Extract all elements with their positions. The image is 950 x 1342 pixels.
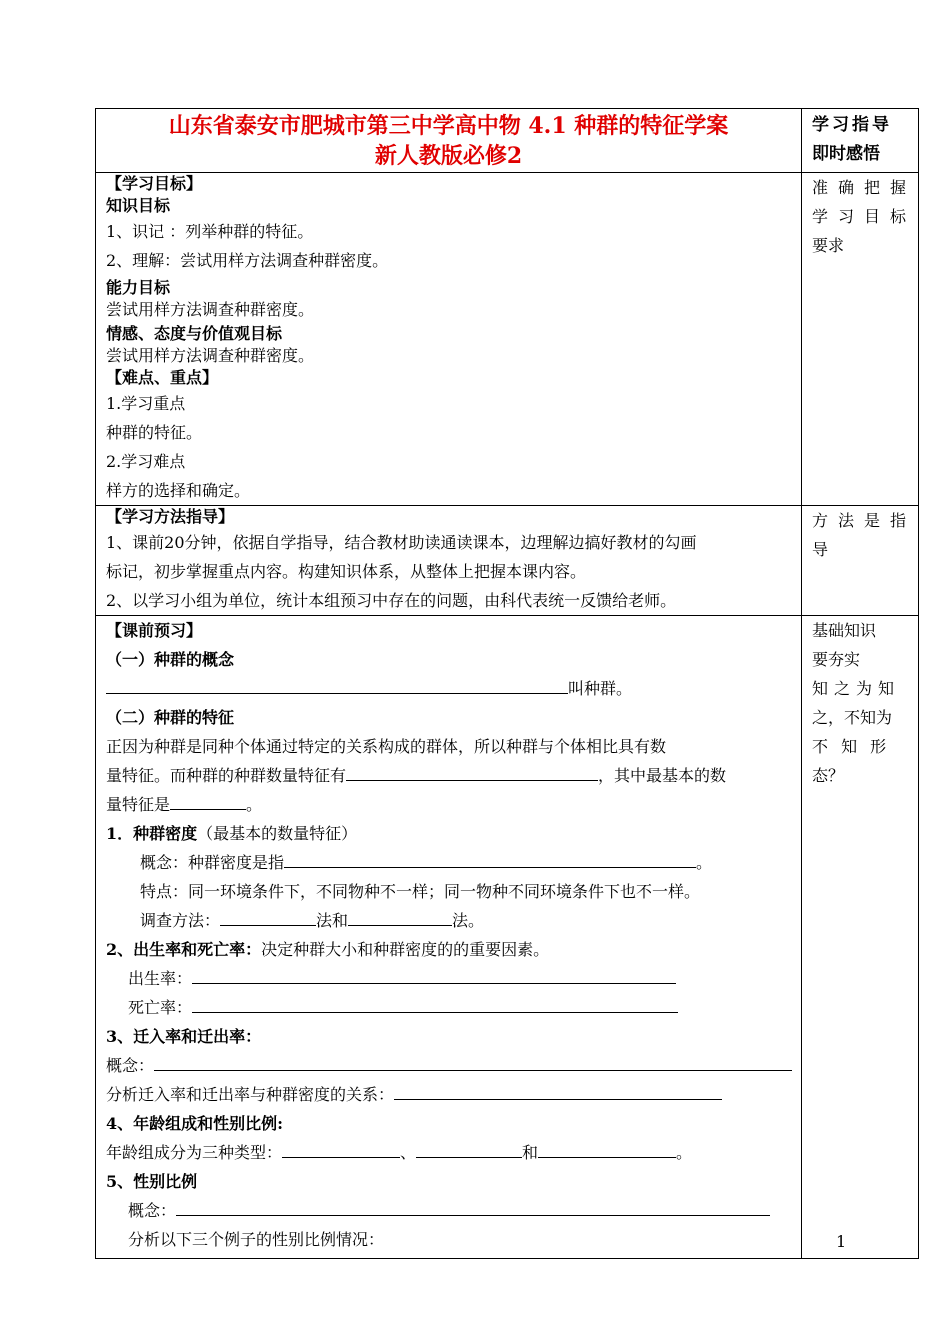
preview-side-2: 要夯实 <box>812 650 861 669</box>
preview-heading: 【课前预习】 <box>106 621 203 640</box>
features-line-2 <box>106 761 793 790</box>
objectives-row <box>96 173 919 506</box>
density-concept-blank[interactable] <box>284 851 696 868</box>
death-rate-line <box>106 993 793 1022</box>
method-item-1b: 标记，初步掌握重点内容。构建知识体系，从整体上把握本课内容。 <box>106 562 587 581</box>
objectives-cell <box>96 173 802 506</box>
age-title: 4、年龄组成和性别比例: <box>106 1114 284 1133</box>
preview-row <box>96 616 919 1259</box>
method-side-cell <box>802 506 919 616</box>
death-rate-blank[interactable] <box>192 996 678 1013</box>
side-header-line-2: 即时感悟 <box>812 144 880 164</box>
objectives-side-1: 准确把握 <box>812 178 917 197</box>
features-line-3a: 量特征是 <box>106 795 171 814</box>
header-row <box>96 109 919 173</box>
sex-concept-label: 概念： <box>128 1201 177 1220</box>
method-item-2: 2、以学习小组为单位，统计本组预习中存在的问题，由科代表统一反馈给老师。 <box>106 591 677 610</box>
birth-death-heading <box>106 935 793 964</box>
difficulty-item-2-text: 样方的选择和确定。 <box>106 481 251 500</box>
birth-rate-blank[interactable] <box>192 967 676 984</box>
method-heading: 【学习方法指导】 <box>106 507 235 526</box>
age-type-blank-1[interactable] <box>282 1141 400 1158</box>
features-line-2a: 量特征。而种群的种群数量特征有 <box>106 766 347 785</box>
migration-title: 3、迁入率和迁出率： <box>106 1027 262 1046</box>
age-type-blank-2[interactable] <box>416 1141 522 1158</box>
survey-end: 法。 <box>452 911 485 930</box>
concept-blank[interactable] <box>106 677 568 694</box>
difficulty-item-2: 2.学习难点 <box>106 452 186 471</box>
migration-concept-line <box>106 1051 793 1080</box>
sex-concept-blank[interactable] <box>176 1199 770 1216</box>
survey-blank-1[interactable] <box>220 909 316 926</box>
preview-cell <box>96 616 802 1259</box>
features-line-3 <box>106 790 793 819</box>
objectives-side-cell <box>802 173 919 506</box>
sex-analysis-line: 分析以下三个例子的性别比例情况： <box>128 1230 385 1249</box>
density-feature-line: 特点：同一环境条件下，不同物种不一样；同一物种不同环境条件下也不一样。 <box>140 882 701 901</box>
features-line-3b: 。 <box>246 795 263 814</box>
preview-side-4: 之，不知为 <box>812 708 893 727</box>
survey-blank-2[interactable] <box>348 909 452 926</box>
sex-concept-line <box>106 1196 793 1225</box>
objectives-side-3: 要求 <box>812 236 845 255</box>
method-cell <box>96 506 802 616</box>
title-line-1: 山东省泰安市肥城市第三中学高中物 4.1 种群的特征学案 <box>168 113 729 139</box>
objectives-side-2: 学习目标 <box>812 207 917 226</box>
birth-death-title: 2、出生率和死亡率： <box>106 940 262 959</box>
quantity-features-blank[interactable] <box>346 764 598 781</box>
preview-side-cell <box>802 616 919 1259</box>
document-title <box>96 109 801 172</box>
knowledge-item-1: 1、识记 ：列举种群的特征。 <box>106 222 314 241</box>
preview-side-3: 知之为知 <box>812 679 901 698</box>
ability-text: 尝试用样方法调查种群密度。 <box>106 300 315 319</box>
age-end: 。 <box>676 1143 693 1162</box>
preview-side-5: 不 知 形 <box>812 737 891 756</box>
features-line-1: 正因为种群是同种个体通过特定的关系构成的群体，所以种群与个体相比具有数 <box>106 737 667 756</box>
concept-title: （一）种群的概念 <box>106 650 235 669</box>
difficulty-heading: 【难点、重点】 <box>106 368 219 387</box>
age-and: 和 <box>522 1143 539 1162</box>
death-rate-label: 死亡率： <box>128 998 193 1017</box>
method-row <box>96 506 919 616</box>
features-line-2b: ，其中最基本的数 <box>598 766 727 785</box>
difficulty-item-1: 1.学习重点 <box>106 394 186 413</box>
survey-label: 调查方法： <box>140 911 221 930</box>
survey-and: 法和 <box>316 911 349 930</box>
density-concept-line <box>106 848 793 877</box>
method-side-1: 方法是指 <box>812 511 917 530</box>
migration-analysis-blank[interactable] <box>394 1083 722 1100</box>
method-side-2: 导 <box>812 540 829 559</box>
density-concept-end: 。 <box>696 853 713 872</box>
survey-method-line <box>106 906 793 935</box>
title-line-2: 新人教版必修2 <box>374 143 523 169</box>
birth-rate-label: 出生率： <box>128 969 193 988</box>
migration-analysis-line <box>106 1080 793 1109</box>
features-title: （二）种群的特征 <box>106 708 235 727</box>
age-types-label: 年龄组成分为三种类型： <box>106 1143 283 1162</box>
density-note: （最基本的数量特征） <box>197 824 358 843</box>
page-number: 1 <box>836 1232 847 1251</box>
study-plan-table <box>95 108 919 1259</box>
emotion-text: 尝试用样方法调查种群密度。 <box>106 346 315 365</box>
knowledge-item-2: 2、理解：尝试用样方法调查种群密度。 <box>106 251 389 270</box>
migration-concept-blank[interactable] <box>154 1054 792 1071</box>
side-header-cell <box>802 109 919 173</box>
difficulty-item-1-text: 种群的特征。 <box>106 423 203 442</box>
method-item-1a: 1、课前20分钟，依据自学指导，结合教材助读通读课本，边理解边搞好教材的勾画 <box>106 533 697 552</box>
age-types-line <box>106 1138 793 1167</box>
objectives-heading: 【学习目标】 <box>106 174 203 193</box>
concept-suffix: 叫种群。 <box>568 679 633 698</box>
migration-analysis-label: 分析迁入率和迁出率与种群密度的关系： <box>106 1085 395 1104</box>
birth-death-desc: 决定种群大小和种群密度的的重要因素。 <box>261 940 550 959</box>
ability-title: 能力目标 <box>106 278 171 297</box>
knowledge-title: 知识目标 <box>106 196 171 215</box>
migration-concept-label: 概念： <box>106 1056 155 1075</box>
density-title: 1．种群密度 <box>106 824 198 843</box>
concept-line <box>106 674 793 703</box>
document <box>95 108 917 1259</box>
basic-feature-blank[interactable] <box>170 793 246 810</box>
title-cell <box>96 109 802 173</box>
density-concept-label: 概念：种群密度是指 <box>140 853 285 872</box>
density-heading <box>106 819 793 848</box>
age-sep: 、 <box>400 1143 417 1162</box>
birth-rate-line <box>106 964 793 993</box>
preview-side-1: 基础知识 <box>812 621 877 640</box>
emotion-title: 情感、态度与价值观目标 <box>106 324 283 343</box>
sex-title: 5、性别比例 <box>106 1172 198 1191</box>
age-type-blank-3[interactable] <box>538 1141 676 1158</box>
side-header-line-1: 学习指导 <box>812 115 892 135</box>
preview-side-6: 态？ <box>812 766 845 785</box>
